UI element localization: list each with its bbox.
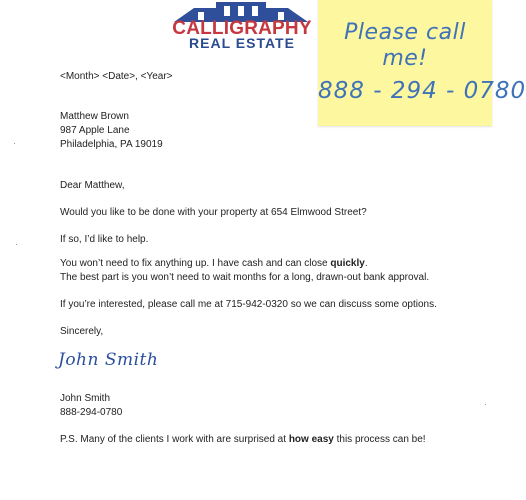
scan-speck	[16, 244, 17, 245]
sticky-note-phone: 888 - 294 - 0780	[318, 78, 526, 104]
logo-subtitle: REAL ESTATE	[189, 35, 295, 51]
salutation: Dear Matthew,	[60, 180, 125, 191]
paragraph-help: If so, I’d like to help.	[60, 234, 149, 245]
postscript-end: this process can be!	[333, 434, 426, 445]
handwritten-signature: John Smith	[58, 350, 159, 370]
sender-name: John Smith	[60, 393, 111, 404]
company-logo	[168, 0, 316, 52]
paragraph-approval: The best part is you won’t need to wait months for a long, drawn-out bank approval.	[60, 272, 430, 283]
closing: Sincerely,	[60, 326, 104, 337]
paragraph-property: Would you like to be done with your property at 654 Elmwood Street?	[60, 207, 367, 218]
logo-name: CALLIGRAPHY	[172, 18, 312, 39]
paragraph-call: If you’re interested, please call me at 715-942-0320 so we can discuss some options.	[60, 299, 437, 310]
sender-phone: 888-294-0780	[60, 407, 123, 418]
recipient-city: Philadelphia, PA 19019	[60, 139, 163, 150]
recipient-street: 987 Apple Lane	[60, 125, 130, 136]
sticky-note-line: me!	[382, 46, 428, 71]
emphasis-how-easy: how easy	[288, 434, 334, 445]
emphasis-quickly: quickly	[330, 258, 365, 269]
paragraph-cash-text: You won’t need to fix anything up. I have cash and can close	[60, 258, 331, 269]
postscript	[60, 434, 426, 446]
sticky-note	[318, 0, 526, 126]
paragraph-cash-end: .	[364, 258, 368, 269]
paragraph-cash	[60, 258, 368, 270]
recipient-name: Matthew Brown	[60, 111, 129, 122]
scan-speck	[485, 404, 486, 405]
letter-date: <Month> <Date>, <Year>	[60, 71, 173, 82]
scan-speck	[14, 143, 15, 144]
postscript-text: P.S. Many of the clients I work with are surprised at	[60, 434, 289, 445]
sticky-note-line: Please call	[344, 20, 466, 45]
